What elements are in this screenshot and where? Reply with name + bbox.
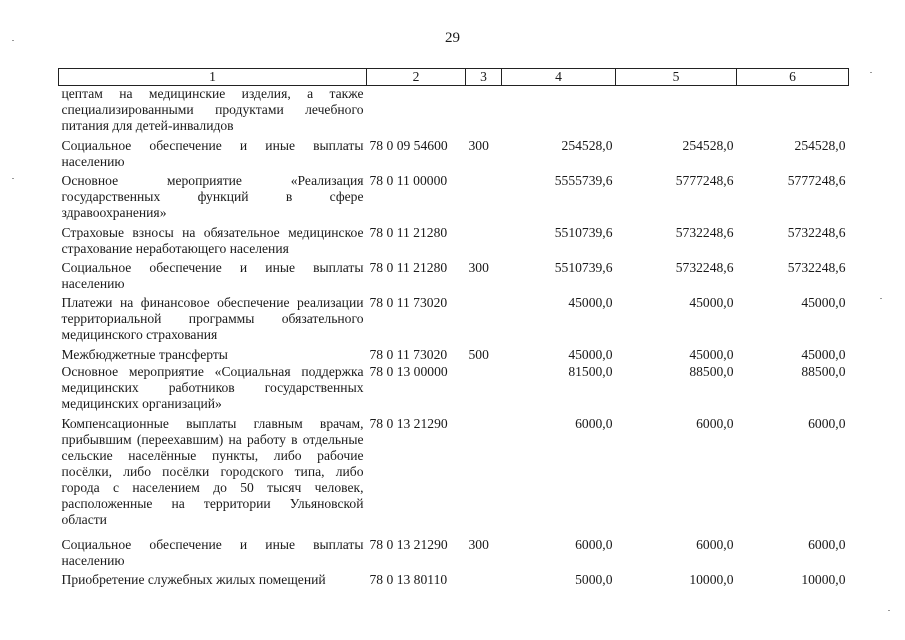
row-description: Основное мероприятие «Социальная поддержка медицинских работников государственных медицинских организаций» (61, 363, 364, 411)
row-value-2 (616, 86, 737, 138)
header-col-5: 5 (616, 69, 737, 86)
row-value-1: 5510739,6 (554, 224, 613, 240)
row-value-1: 45000,0 (568, 346, 613, 362)
row-description: Межбюджетные трансферты (61, 346, 228, 362)
row-kvr (466, 572, 502, 590)
row-kvr (466, 295, 502, 347)
row-kvr (466, 173, 502, 225)
scan-speck (870, 72, 872, 73)
row-kvr (466, 364, 502, 416)
page-number: 29 (445, 30, 460, 46)
budget-table (58, 68, 849, 590)
row-value-1: 45000,0 (568, 294, 613, 310)
row-code: 78 0 13 21290 (369, 536, 448, 552)
row-value-2: 45000,0 (689, 294, 734, 310)
row-description: цептам на медицинские изделия, а также специализированными продуктами лечебного питания для детей-инвалидов (61, 86, 364, 133)
row-value-1 (502, 86, 616, 138)
table-row (59, 295, 849, 347)
row-value-3: 6000,0 (808, 415, 846, 431)
table-row (59, 347, 849, 364)
row-description: Компенсационные выплаты главным врачам, прибывшим (переехавшим) на работу в отдельные сельские населённые пункты, либо рабочие посёлки, либо посёлки городского типа, либо города с населением до 50 тысяч человек, расположенные на территории Ульяновской области (61, 415, 364, 527)
row-code: 78 0 11 21280 (369, 259, 448, 275)
row-kvr (466, 225, 502, 260)
row-code: 78 0 11 73020 (369, 294, 448, 310)
row-code: 78 0 09 54600 (369, 137, 448, 153)
row-value-2: 5732248,6 (675, 259, 734, 275)
row-value-3: 45000,0 (801, 346, 846, 362)
row-kvr (466, 416, 502, 537)
header-col-4: 4 (502, 69, 616, 86)
row-code: 78 0 13 21290 (369, 415, 448, 431)
row-value-3: 10000,0 (801, 571, 846, 587)
row-code: 78 0 13 00000 (369, 363, 448, 379)
row-value-3: 5732248,6 (787, 259, 846, 275)
scan-speck (888, 610, 890, 611)
row-description: Приобретение служебных жилых помещений (61, 571, 326, 587)
row-description: Социальное обеспечение и иные выплаты населению (61, 259, 364, 291)
row-value-1: 5000,0 (575, 571, 613, 587)
header-row (59, 69, 849, 86)
table-row (59, 86, 849, 138)
row-code: 78 0 11 00000 (369, 172, 448, 188)
header-col-1: 1 (59, 69, 367, 86)
row-value-1: 254528,0 (561, 137, 613, 153)
row-value-3: 254528,0 (794, 137, 846, 153)
row-value-2: 88500,0 (689, 363, 734, 379)
row-code: 78 0 11 73020 (369, 346, 448, 362)
row-value-2: 6000,0 (696, 415, 734, 431)
table-row (59, 364, 849, 416)
row-value-2: 6000,0 (696, 536, 734, 552)
row-value-3: 88500,0 (801, 363, 846, 379)
row-code: 78 0 11 21280 (369, 224, 448, 240)
row-description: Социальное обеспечение и иные выплаты населению (61, 536, 364, 568)
row-description: Страховые взносы на обязательное медицинское страхование неработающего населения (61, 224, 364, 256)
table-row (59, 572, 849, 590)
row-value-2: 10000,0 (689, 571, 734, 587)
row-value-1: 6000,0 (575, 536, 613, 552)
row-kvr: 300 (468, 137, 489, 153)
row-value-1: 6000,0 (575, 415, 613, 431)
row-code (367, 86, 466, 138)
row-description: Основное мероприятие «Реализация государственных функций в сфере здравоохранения» (61, 172, 364, 220)
row-value-3 (737, 86, 849, 138)
row-kvr: 300 (468, 259, 489, 275)
header-col-3: 3 (466, 69, 502, 86)
row-kvr: 300 (468, 536, 489, 552)
table-row (59, 225, 849, 260)
row-value-3: 45000,0 (801, 294, 846, 310)
row-value-3: 5732248,6 (787, 224, 846, 240)
table-row (59, 537, 849, 572)
table-row (59, 416, 849, 537)
table-row (59, 173, 849, 225)
row-value-2: 5732248,6 (675, 224, 734, 240)
row-value-1: 5510739,6 (554, 259, 613, 275)
header-col-6: 6 (737, 69, 849, 86)
table-row (59, 260, 849, 295)
row-value-3: 5777248,6 (787, 172, 846, 188)
row-value-1: 5555739,6 (554, 172, 613, 188)
row-value-3: 6000,0 (808, 536, 846, 552)
header-col-2: 2 (367, 69, 466, 86)
row-kvr (466, 86, 502, 138)
table-row (59, 138, 849, 173)
row-value-2: 254528,0 (682, 137, 734, 153)
row-code: 78 0 13 80110 (369, 571, 448, 587)
row-description: Платежи на финансовое обеспечение реализации территориальной программы обязательного медицинского страхования (61, 294, 364, 342)
row-value-1: 81500,0 (568, 363, 613, 379)
scan-speck (12, 178, 14, 179)
row-description: Социальное обеспечение и иные выплаты населению (61, 137, 364, 169)
row-value-2: 5777248,6 (675, 172, 734, 188)
scan-speck (12, 40, 14, 41)
row-value-2: 45000,0 (689, 346, 734, 362)
scan-speck (880, 298, 882, 299)
row-kvr: 500 (468, 346, 489, 362)
